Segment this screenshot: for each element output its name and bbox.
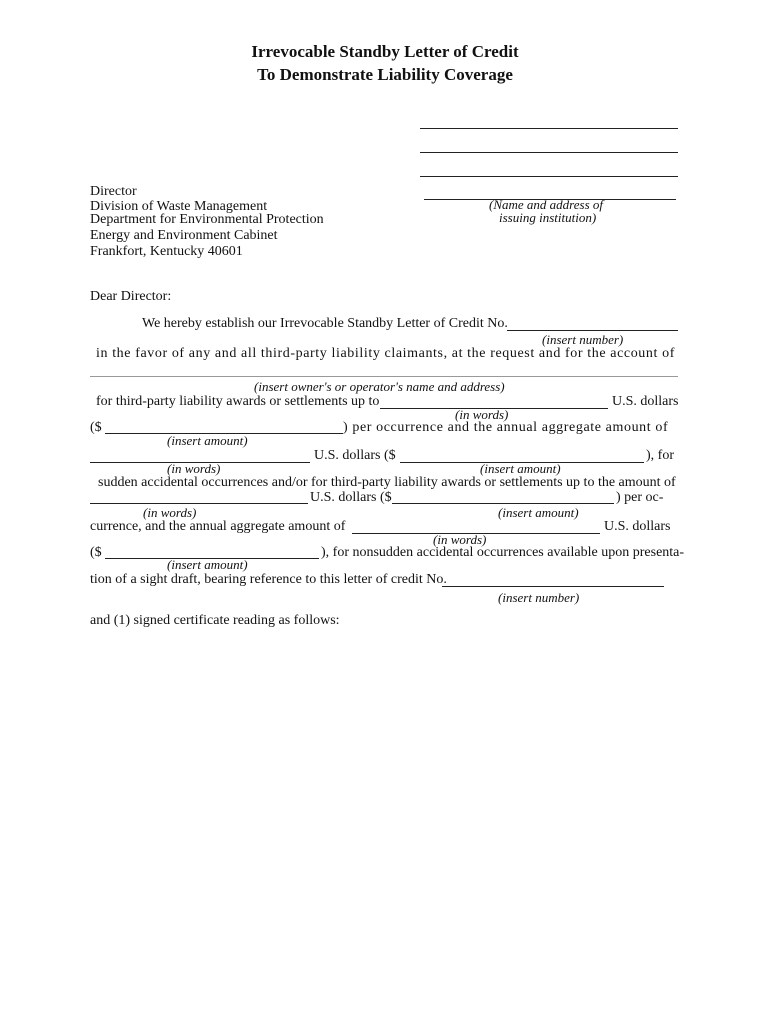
owner-operator-line[interactable]: [90, 376, 678, 377]
sudden-words-line[interactable]: [90, 503, 308, 504]
caption-insert-amount-4: (insert amount): [167, 557, 248, 572]
letter-number-line[interactable]: [507, 330, 678, 331]
body-favor: in the favor of any and all third-party liability claimants, at the request and for the account of: [96, 346, 675, 361]
us-dollars-paren-1: U.S. dollars ($: [314, 448, 396, 463]
sight-draft-number-line[interactable]: [442, 586, 664, 587]
body-nonsudden: ), for nonsudden accidental occurrences available upon presenta-: [321, 545, 685, 560]
dollar-open-2: ($: [90, 545, 102, 560]
caption-in-words-1: (in words): [455, 407, 509, 422]
body-sudden: sudden accidental occurrences and/or for third-party liability awards or settlements up to the amount of: [98, 475, 676, 490]
body-currence: currence, and the annual aggregate amount of: [90, 519, 346, 534]
title-line-1: Irrevocable Standby Letter of Credit: [251, 42, 519, 61]
addressee-line-3: Department for Environmental Protection: [90, 212, 324, 227]
body-per-occurrence: ) per occurrence and the annual aggregate amount of: [343, 420, 669, 435]
caption-in-words-2: (in words): [167, 461, 221, 476]
us-dollars-2: U.S. dollars: [604, 519, 671, 534]
body-establish: We hereby establish our Irrevocable Standby Letter of Credit No.: [142, 316, 508, 331]
addressee-line-5: Frankfort, Kentucky 40601: [90, 244, 243, 259]
caption-in-words-3: (in words): [143, 505, 197, 520]
issuer-caption-2: issuing institution): [499, 210, 597, 225]
caption-insert-owner: (insert owner's or operator's name and address): [254, 379, 505, 394]
addressee-line-1: Director: [90, 184, 137, 199]
addressee-line-4: Energy and Environment Cabinet: [90, 228, 278, 243]
us-dollars-paren-2: U.S. dollars ($: [310, 490, 392, 505]
body-certificate: and (1) signed certificate reading as follows:: [90, 613, 340, 628]
per-oc: ) per oc-: [616, 490, 664, 505]
addressee-line-2: Division of Waste Management: [90, 199, 268, 214]
body-sight-draft: tion of a sight draft, bearing reference to this letter of credit No.: [90, 572, 447, 587]
body-awards-up-to: for third-party liability awards or settlements up to: [96, 394, 380, 409]
salutation: Dear Director:: [90, 289, 172, 304]
issuer-line-3[interactable]: [420, 176, 678, 177]
caption-in-words-4: (in words): [433, 532, 487, 547]
caption-insert-number-1: (insert number): [542, 332, 624, 347]
caption-insert-number-2: (insert number): [498, 590, 580, 605]
caption-insert-amount-3: (insert amount): [498, 505, 579, 520]
for-close: ), for: [646, 448, 674, 463]
us-dollars-1: U.S. dollars: [612, 394, 679, 409]
issuer-line-2[interactable]: [420, 152, 678, 153]
sudden-amount-line[interactable]: [392, 503, 614, 504]
issuer-caption-1: (Name and address of: [489, 197, 603, 212]
caption-insert-amount-1: (insert amount): [167, 433, 248, 448]
dollar-open-1: ($: [90, 420, 102, 435]
caption-insert-amount-2: (insert amount): [480, 461, 561, 476]
issuer-line-1[interactable]: [420, 128, 678, 129]
title-line-2: To Demonstrate Liability Coverage: [257, 65, 513, 84]
